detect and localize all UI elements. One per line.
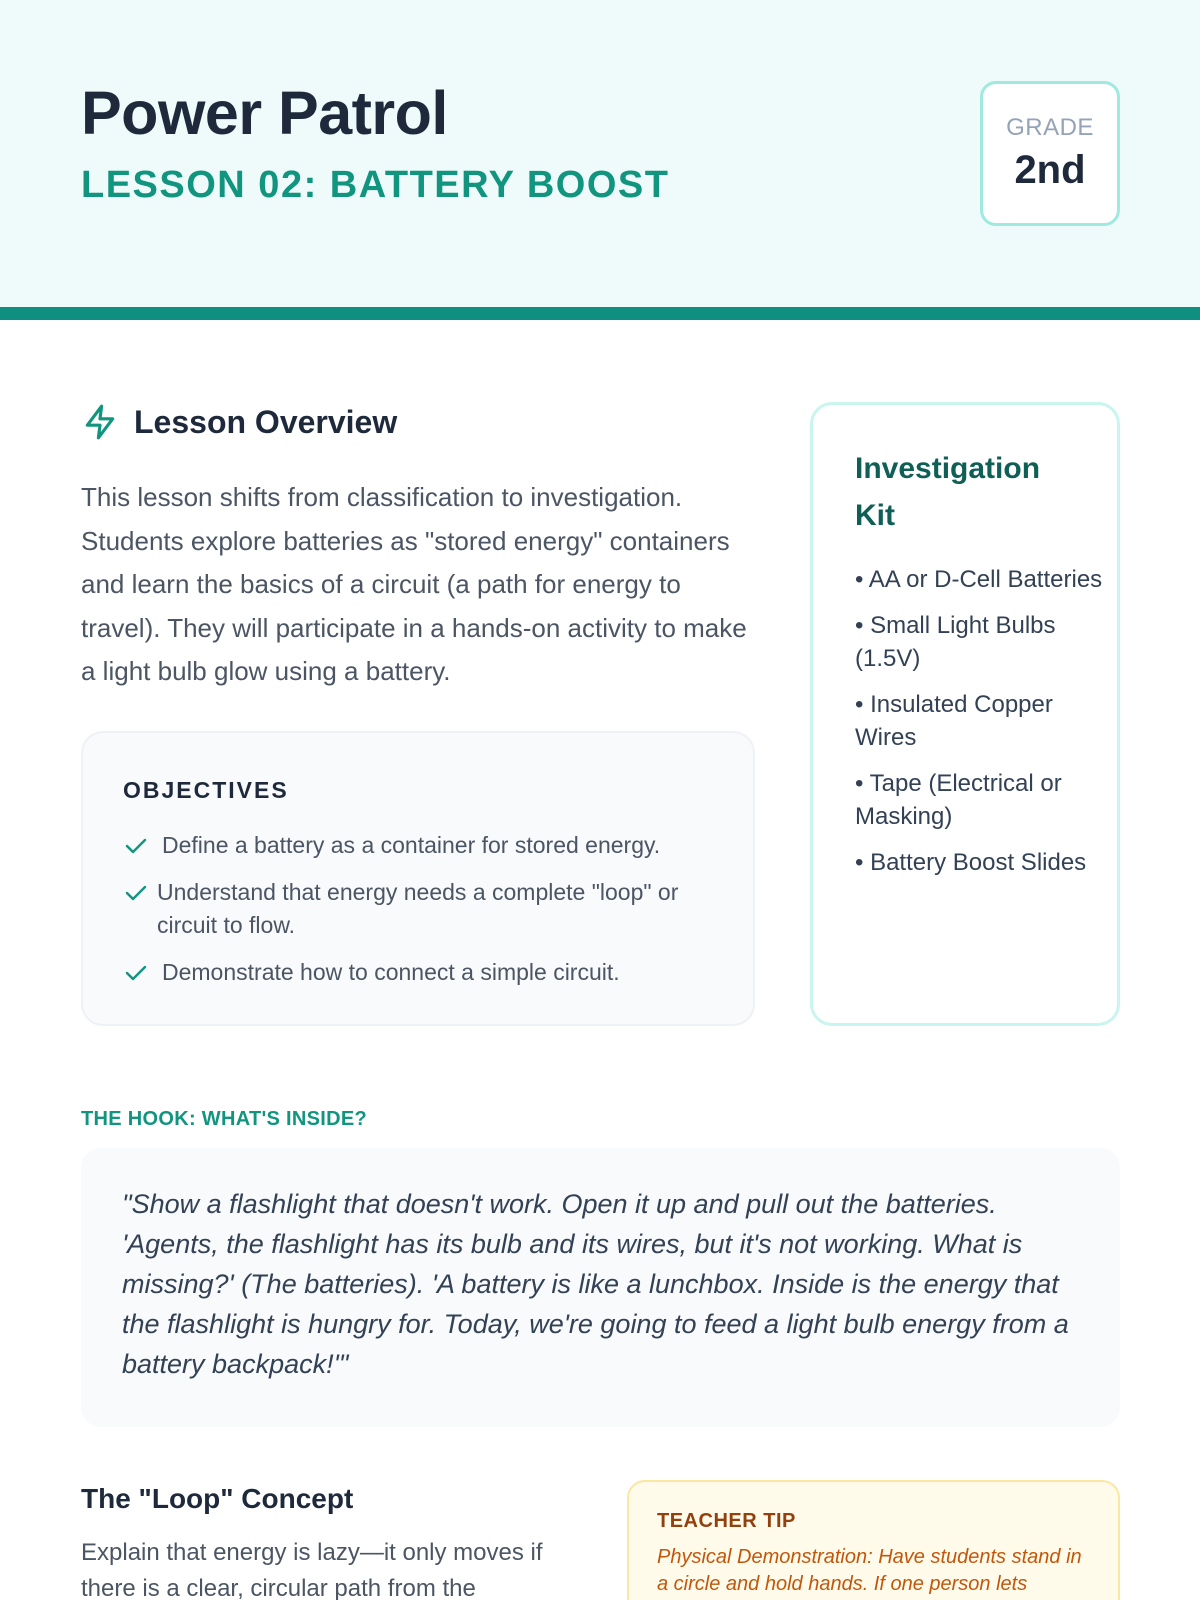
grade-value: 2nd [1014, 148, 1086, 192]
lesson-header [0, 0, 1200, 320]
teacher-tip-title: TEACHER TIP [657, 1510, 796, 1532]
objectives-list [123, 829, 723, 1003]
kit-item: • Insulated Copper Wires [855, 691, 1053, 751]
objective-text: Demonstrate how to connect a simple circuit. [162, 959, 620, 985]
objectives-title: OBJECTIVES [123, 777, 289, 803]
overview-title: Lesson Overview [134, 403, 398, 440]
kit-item: • Battery Boost Slides [855, 849, 1087, 876]
kit-list [855, 563, 1105, 892]
loop-concept-title: The "Loop" Concept [81, 1483, 354, 1514]
overview-heading [81, 402, 397, 442]
grade-label: GRADE [1006, 114, 1094, 141]
teacher-tip-card [627, 1480, 1120, 1600]
lightning-icon [81, 403, 119, 441]
check-icon [125, 884, 147, 902]
overview-paragraph: This lesson shifts from classification to investigation. Students explore batteries as "stored energy" containers and learn the basics of a circuit (a path for energy to travel). They will participate in a hands-on activity to make a light bulb glow using a battery. [81, 482, 747, 686]
grade-badge [980, 81, 1120, 226]
objective-text: Understand that energy needs a complete "loop" or circuit to flow. [157, 879, 679, 938]
check-icon [125, 964, 147, 982]
objective-item [123, 829, 723, 862]
kit-item: • AA or D-Cell Batteries [855, 566, 1103, 593]
objective-item [123, 956, 723, 989]
kit-title: Investigation Kit [855, 452, 1041, 532]
hook-label: THE HOOK: WHAT'S INSIDE? [81, 1108, 368, 1130]
teacher-tip-text: Physical Demonstration: Have students stand in a circle and hold hands. If one person lets [657, 1546, 1082, 1595]
investigation-kit-card [810, 402, 1120, 1026]
objective-text: Define a battery as a container for stored energy. [162, 832, 661, 858]
hook-quote-box [81, 1148, 1120, 1427]
kit-item: • Small Light Bulbs (1.5V) [855, 612, 1056, 672]
lesson-subtitle: LESSON 02: BATTERY BOOST [81, 164, 670, 206]
loop-concept-text: Explain that energy is lazy—it only moves if there is a clear, circular path from the [81, 1539, 543, 1600]
objectives-card [81, 731, 755, 1026]
check-icon [125, 837, 147, 855]
objective-item [123, 876, 723, 942]
hook-quote: "Show a flashlight that doesn't work. Open it up and pull out the batteries. 'Agents, the flashlight has its bulb and its wires, but it's not working. What is missing?' (The batteries). 'A battery is like a lunchbox. Inside is the energy that the flashlight is hungry for. Today, we're going to feed a light bulb energy from a battery backpack!'" [122, 1189, 1069, 1379]
kit-item: • Tape (Electrical or Masking) [855, 770, 1062, 830]
page-title: Power Patrol [81, 79, 448, 147]
